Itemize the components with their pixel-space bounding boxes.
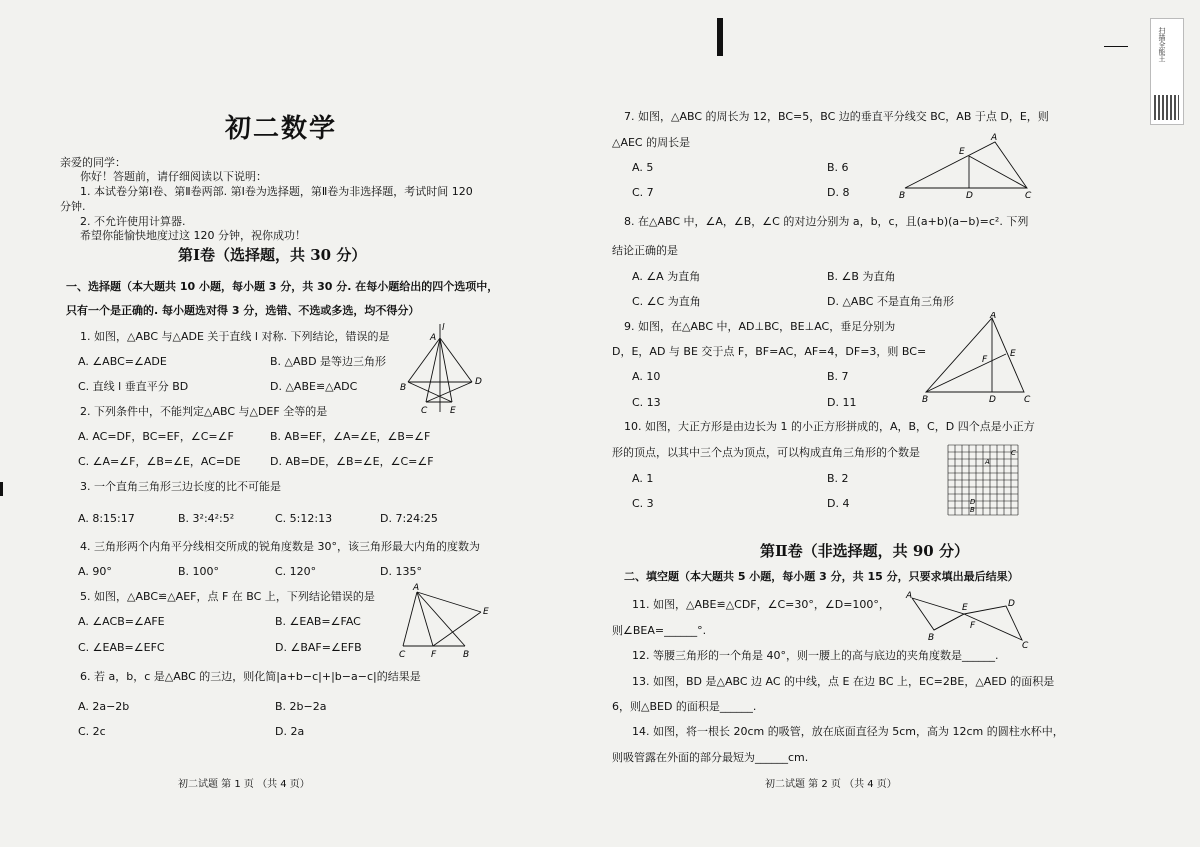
label: l: [442, 323, 445, 333]
figure-q7: [897, 132, 1037, 202]
option: A. AC=DF，BC=EF，∠C=∠F: [78, 430, 234, 443]
label: C: [421, 406, 428, 415]
option: D. 8: [827, 186, 850, 199]
label: B: [970, 506, 975, 514]
question-1: 1. 如图，△ABC 与△ADE 关于直线 l 对称. 下列结论，错误的是: [80, 330, 390, 343]
label: E: [959, 147, 965, 157]
section-heading: 第Ⅱ卷（非选择题，共 90 分）: [760, 542, 969, 560]
option: C. 7: [632, 186, 654, 199]
label: D: [989, 395, 996, 404]
label: A: [430, 333, 437, 343]
question-10-cont: 形的顶点，以其中三个点为顶点，可以构成直角三角形的个数是: [612, 446, 920, 459]
question-14-cont: 则吸管露在外面的部分最短为______cm.: [612, 751, 809, 764]
option: D. AB=DE，∠B=∠E，∠C=∠F: [270, 455, 434, 468]
option: C. 120°: [275, 565, 317, 578]
label: B: [463, 650, 470, 660]
option: A. ∠A 为直角: [632, 270, 701, 283]
option: C. 3: [632, 497, 654, 510]
option: D. 11: [827, 396, 857, 409]
scan-mark: [1104, 46, 1128, 47]
question-11-cont: 则∠BEA=______°.: [612, 624, 707, 637]
label: B: [400, 383, 407, 393]
greeting: 亲爱的同学：: [60, 156, 126, 169]
page-title: 初二数学: [225, 114, 338, 144]
option: A. ∠ABC=∠ADE: [78, 355, 167, 368]
option: B. 2b−2a: [275, 700, 327, 713]
option: D. △ABC 不是直角三角形: [827, 295, 954, 308]
scan-mark: [0, 482, 3, 496]
option: A. 1: [632, 472, 654, 485]
label: D: [475, 377, 482, 387]
question-13: 13. 如图，BD 是△ABC 边 AC 的中线，点 E 在边 BC 上，EC=2BE，△AED 的面积是: [632, 675, 1055, 688]
option: B. 2: [827, 472, 849, 485]
option: C. 直线 l 垂直平分 BD: [78, 380, 189, 393]
label: A: [990, 312, 997, 321]
option: A. 10: [632, 370, 661, 383]
label: F: [970, 621, 976, 631]
option: D. ∠BAF=∠EFB: [275, 641, 362, 654]
option: C. ∠A=∠F，∠B=∠E，AC=DE: [78, 455, 241, 468]
label: A: [985, 458, 990, 466]
scan-mark: [717, 18, 723, 56]
question-10: 10. 如图，大正方形是由边长为 1 的小正方形拼成的，A，B，C，D 四个点是小正方: [624, 420, 1035, 433]
label: B: [899, 191, 906, 201]
intro-line: 你好！答题前，请仔细阅读以下说明：: [80, 170, 267, 183]
qr-badge: [1150, 18, 1184, 125]
question-8-cont: 结论正确的是: [612, 244, 678, 257]
question-11: 11. 如图，△ABE≌△CDF，∠C=30°，∠D=100°，: [632, 598, 890, 611]
option: B. 6: [827, 161, 849, 174]
label: C: [1025, 191, 1032, 201]
figure-q11: [904, 590, 1034, 650]
option: D. 4: [827, 497, 850, 510]
option: A. 5: [632, 161, 654, 174]
qr-text: 扫描全能王: [1158, 27, 1166, 62]
intro-line: 分钟.: [60, 200, 86, 213]
label: B: [928, 633, 935, 643]
question-9-cont: D，E，AD 与 BE 交于点 F，BF=AC，AF=4，DF=3，则 BC=: [612, 345, 927, 358]
label: C: [1022, 641, 1029, 650]
option: D. 2a: [275, 725, 305, 738]
part-heading: 一、选择题（本大题共 10 小题，每小题 3 分，共 30 分. 在每小题给出的四个选项中，: [66, 280, 499, 293]
option: B. AB=EF，∠A=∠E，∠B=∠F: [270, 430, 431, 443]
question-7-cont: △AEC 的周长是: [612, 136, 691, 149]
label: F: [982, 355, 988, 365]
option: B. ∠EAB=∠FAC: [275, 615, 361, 628]
option: D. 135°: [380, 565, 422, 578]
option: A. 90°: [78, 565, 112, 578]
label: C: [1011, 449, 1016, 457]
option: B. ∠B 为直角: [827, 270, 896, 283]
label: E: [1010, 349, 1016, 359]
page-footer: 初二试题 第 2 页 （共 4 页）: [765, 779, 897, 790]
label: E: [962, 603, 968, 613]
part-heading: 二、填空题（本大题共 5 小题，每小题 3 分，共 15 分，只要求填出最后结果）: [624, 570, 1019, 583]
label: B: [922, 395, 929, 404]
option: C. 2c: [78, 725, 106, 738]
figure-q9: [920, 312, 1040, 404]
label: D: [966, 191, 973, 201]
option: A. 2a−2b: [78, 700, 130, 713]
option: A. 8:15:17: [78, 512, 135, 525]
label: E: [483, 607, 489, 617]
question-14: 14. 如图，将一根长 20cm 的吸管，放在底面直径为 5cm，高为 12cm 的圆柱水杯中，: [632, 725, 1064, 738]
intro-line: 1. 本试卷分第Ⅰ卷、第Ⅱ卷两部. 第Ⅰ卷为选择题，第Ⅱ卷为非选择题，考试时间 120: [80, 185, 473, 198]
option: C. ∠EAB=∠EFC: [78, 641, 165, 654]
label: D: [1008, 599, 1015, 609]
question-9: 9. 如图，在△ABC 中，AD⊥BC，BE⊥AC，垂足分别为: [624, 320, 896, 333]
option: D. △ABE≌△ADC: [270, 380, 358, 393]
option: B. 3²:4²:5²: [178, 512, 235, 525]
option: D. 7:24:25: [380, 512, 438, 525]
page-footer: 初二试题 第 1 页 （共 4 页）: [178, 779, 310, 790]
question-12: 12. 等腰三角形的一个角是 40°，则一腰上的高与底边的夹角度数是______.: [632, 649, 999, 662]
question-7: 7. 如图，△ABC 的周长为 12，BC=5，BC 边的垂直平分线交 BC，AB 于点 D，E，则: [624, 110, 1049, 123]
label: A: [991, 133, 998, 143]
label: E: [450, 406, 456, 415]
option: B. 7: [827, 370, 849, 383]
qr-code: [1154, 95, 1179, 120]
option: A. ∠ACB=∠AFE: [78, 615, 165, 628]
question-13-cont: 6，则△BED 的面积是______.: [612, 700, 757, 713]
section-heading: 第Ⅰ卷（选择题，共 30 分）: [178, 246, 367, 264]
figure-q10-grid: [947, 444, 1019, 516]
question-2: 2. 下列条件中，不能判定△ABC 与△DEF 全等的是: [80, 405, 328, 418]
label: F: [431, 650, 437, 660]
part-heading: 只有一个是正确的. 每小题选对得 3 分，选错、不选或多选，均不得分）: [66, 304, 420, 317]
option: B. △ABD 是等边三角形: [270, 355, 387, 368]
question-5: 5. 如图，△ABC≌△AEF，点 F 在 BC 上，下列结论错误的是: [80, 590, 375, 603]
figure-q1: [400, 320, 490, 415]
option: C. 5:12:13: [275, 512, 333, 525]
question-4: 4. 三角形两个内角平分线相交所成的锐角度数是 30°，该三角形最大内角的度数为: [80, 540, 480, 553]
label: A: [413, 583, 420, 593]
label: A: [906, 591, 913, 601]
label: D: [970, 498, 976, 506]
intro-line: 2. 不允许使用计算器.: [80, 215, 186, 228]
option: C. 13: [632, 396, 661, 409]
label: C: [1024, 395, 1031, 404]
option: B. 100°: [178, 565, 220, 578]
intro-line: 希望你能愉快地度过这 120 分钟，祝你成功！: [80, 229, 306, 242]
figure-q5: [395, 582, 495, 660]
question-3: 3. 一个直角三角形三边长度的比不可能是: [80, 480, 281, 493]
option: C. ∠C 为直角: [632, 295, 701, 308]
question-6: 6. 若 a，b，c 是△ABC 的三边，则化简|a+b−c|+|b−a−c|的结果是: [80, 670, 421, 683]
question-8: 8. 在△ABC 中，∠A，∠B，∠C 的对边分别为 a，b，c，且(a+b)(a−b)=c². 下列: [624, 215, 1029, 228]
label: C: [399, 650, 406, 660]
